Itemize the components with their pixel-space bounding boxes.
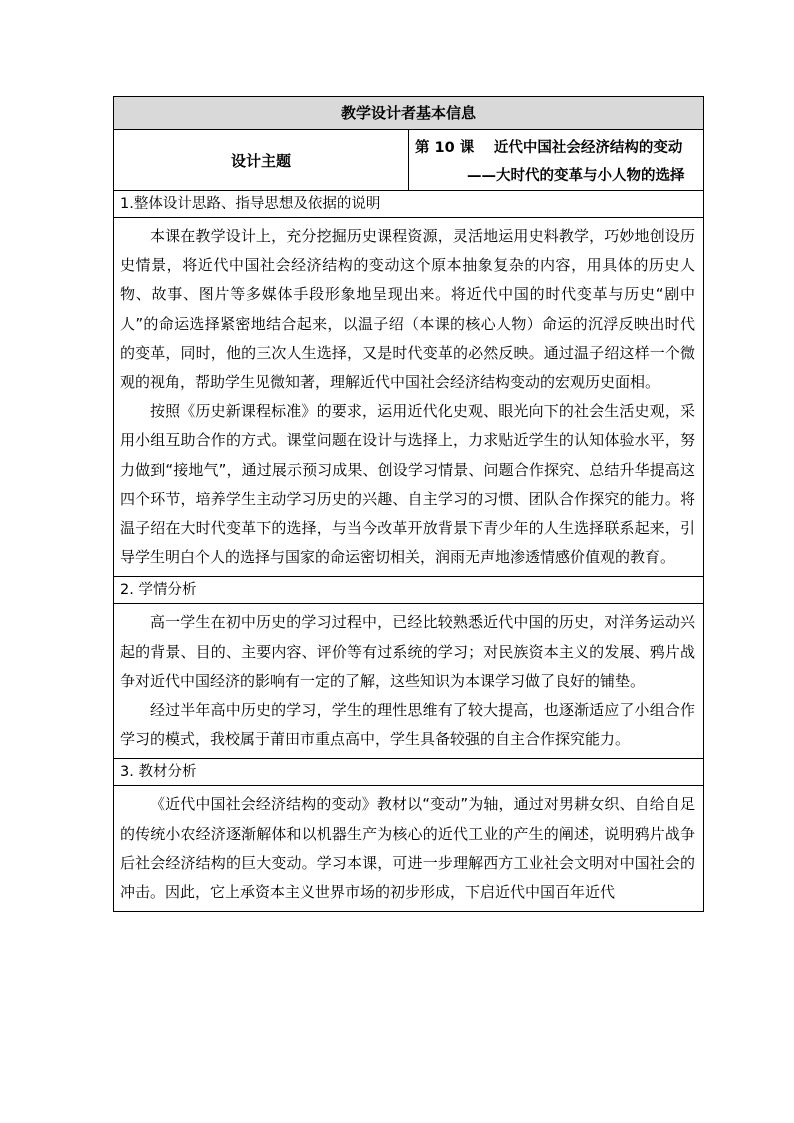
table-header: 教学设计者基本信息 [114,97,704,130]
design-topic-value [409,130,704,191]
section-title-student-analysis: 2. 学情分析 [114,577,704,604]
section-title-design-ideas: 1.整体设计思路、指导思想及依据的说明 [114,191,704,218]
section-title-textbook-analysis: 3. 教材分析 [114,759,704,786]
paragraph: 高一学生在初中历史的学习过程中，已经比较熟悉近代中国的历史，对洋务运动兴起的背景、目的、主要内容、评价等有过系统的学习；对民族资本主义的发展、鸦片战争对近代中国经济的影响有一定的了解，这些知识为本课学习做了良好的铺垫。 [120,613,695,690]
paragraph: 本课在教学设计上，充分挖掘历史课程资源，灵活地运用史料教学，巧妙地创设历史情景，将近代中国社会经济结构的变动这个原本抽象复杂的内容，用具体的历史人物、故事、图片等多媒体手段形象地呈现出来。将近代中国的时代变革与历史“剧中人”的命运选择紧密地结合起来，以温子绍（本课的核心人物）命运的沉浮反映出时代的变革，同时，他的三次人生选择，又是时代变革的必然反映。通过温子绍这样一个微观的视角，帮助学生见微知著，理解近代中国社会经济结构变动的宏观历史面相。 [120,227,695,392]
design-info-table [113,96,704,912]
lesson-title: 第 10 课 近代中国社会经济结构的变动 [415,140,683,156]
paragraph: 经过半年高中历史的学习，学生的理性思维有了较大提高，也逐渐适应了小组合作学习的模式，我校属于莆田市重点高中，学生具备较强的自主合作探究能力。 [120,701,695,749]
paragraph: 《近代中国社会经济结构的变动》教材以“变动”为轴，通过对男耕女织、自给自足的传统小农经济逐渐解体和以机器生产为核心的近代工业的产生的阐述，说明鸦片战争后社会经济结构的巨大变动。学习本课，可进一步理解西方工业社会文明对中国社会的冲击。因此，它上承资本主义世界市场的初步形成，下启近代中国百年近代 [120,795,695,902]
section-body-student-analysis [114,604,704,759]
paragraph: 按照《历史新课程标准》的要求，运用近代化史观、眼光向下的社会生活史观，采用小组互助合作的方式。课堂问题在设计与选择上，力求贴近学生的认知体验水平，努力做到“接地气”，通过展示预习成果、创设学习情景、问题合作探究、总结升华提高这四个环节，培养学生主动学习历史的兴趣、自主学习的习惯、团队合作探究的能力。将温子绍在大时代变革下的选择，与当今改革开放背景下青少年的人生选择联系起来，引导学生明白个人的选择与国家的命运密切相关，润雨无声地渗透情感价值观的教育。 [120,402,695,567]
lesson-subtitle: ——大时代的变革与小人物的选择 [467,168,685,184]
section-body-design-ideas [114,218,704,577]
design-topic-label: 设计主题 [114,130,409,191]
section-body-textbook-analysis [114,786,704,912]
